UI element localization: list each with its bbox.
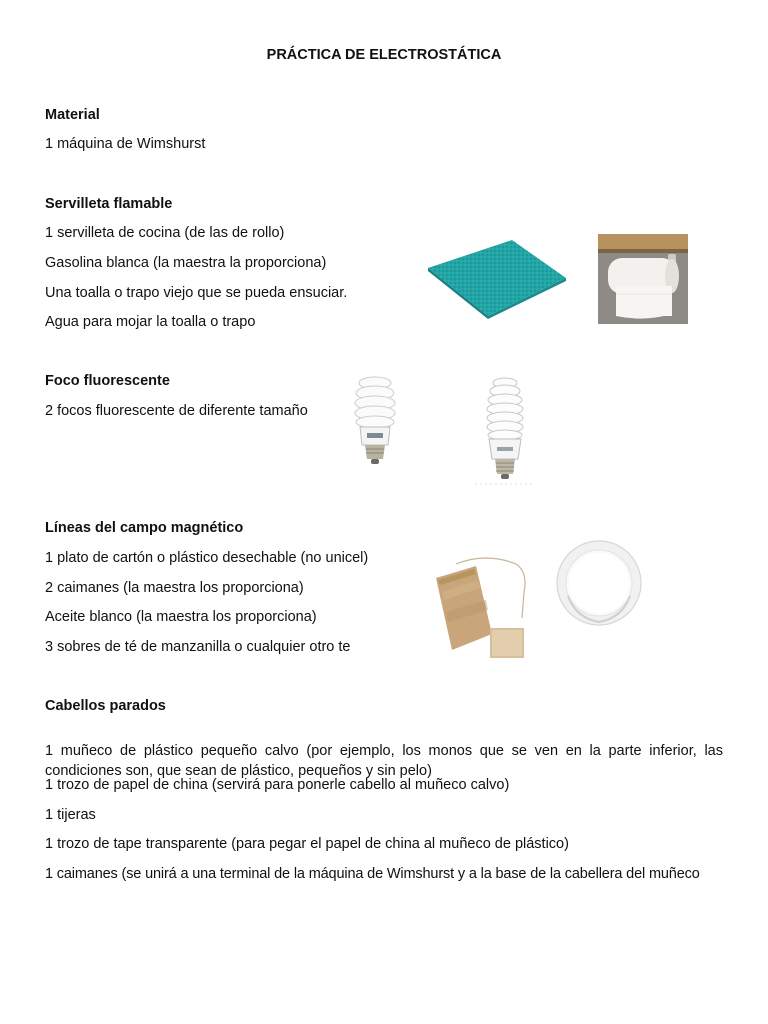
section-heading-foco: Foco fluorescente xyxy=(45,373,170,389)
paper-towel-roll-image xyxy=(598,234,688,324)
fluorescent-bulb-large-image xyxy=(470,375,540,487)
section-heading-servilleta: Servilleta flamable xyxy=(45,196,173,212)
list-item: 1 máquina de Wimshurst xyxy=(45,136,206,152)
teal-towel-image xyxy=(426,238,568,320)
page-title: PRÁCTICA DE ELECTROSTÁTICA xyxy=(266,47,502,63)
list-item: 2 caimanes (la maestra los proporciona) xyxy=(45,580,304,596)
fluorescent-bulb-small-image xyxy=(345,375,405,475)
list-item: 1 plato de cartón o plástico desechable (no unicel) xyxy=(45,550,369,566)
list-item: 2 focos fluorescente de diferente tamaño xyxy=(45,403,308,419)
section-heading-material: Material xyxy=(45,107,100,123)
section-heading-cabellos: Cabellos parados xyxy=(45,698,166,714)
section-heading-lineas: Líneas del campo magnético xyxy=(45,520,244,536)
list-item: 1 trozo de papel de china (servirá para ponerle cabello al muñeco calvo) xyxy=(45,777,510,793)
list-item: 1 servilleta de cocina (de las de rollo) xyxy=(45,225,285,241)
list-item: 1 caimanes (se unirá a una terminal de la máquina de Wimshurst y a la base de la cabellera del muñeco xyxy=(45,866,700,882)
list-item: Una toalla o trapo viejo que se pueda ensuciar. xyxy=(45,285,348,301)
list-item: 3 sobres de té de manzanilla o cualquier otro te xyxy=(45,639,351,655)
list-item: 1 tijeras xyxy=(45,807,96,823)
list-item: Agua para mojar la toalla o trapo xyxy=(45,314,256,330)
list-item: 1 trozo de tape transparente (para pegar el papel de china al muñeco de plástico) xyxy=(45,836,569,852)
list-item: 1 muñeco de plástico pequeño calvo (por ejemplo, los monos que se ven en la parte inferior, las condiciones son, que sean de plástico, pequeños y sin pelo) xyxy=(45,742,723,779)
list-item: Aceite blanco (la maestra los proporciona) xyxy=(45,609,317,625)
tea-bag-image xyxy=(416,552,536,662)
paper-plate-image xyxy=(556,540,642,626)
list-item: Gasolina blanca (la maestra la proporciona) xyxy=(45,255,327,271)
